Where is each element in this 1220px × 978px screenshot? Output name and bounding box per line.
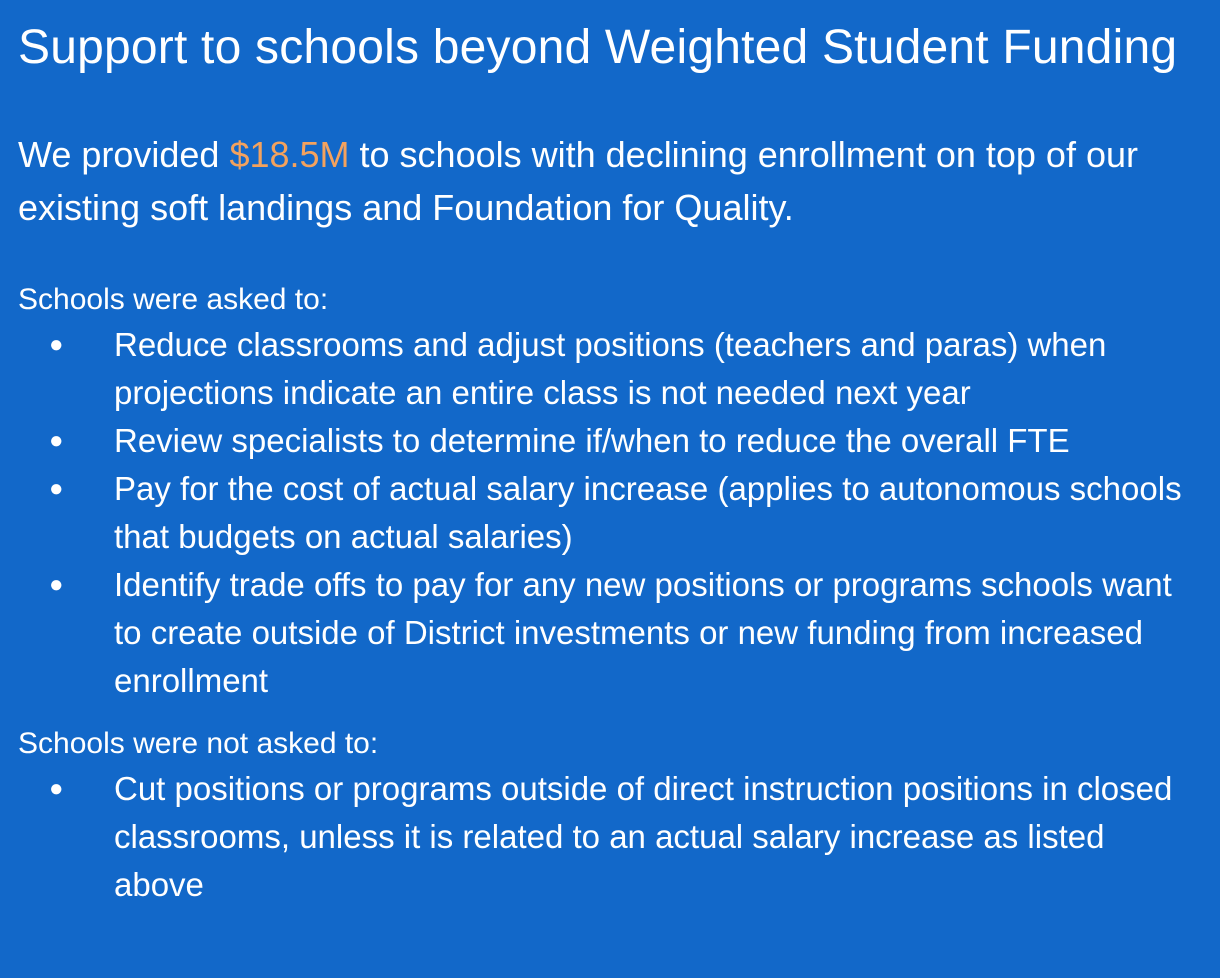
not-asked-item-text: Cut positions or programs outside of direct instruction positions in closed classrooms, unless it is related to an actual salary increase as listed above <box>114 770 1173 903</box>
asked-list-item <box>18 465 1194 561</box>
intro-paragraph <box>18 128 1202 234</box>
asked-list-item <box>18 321 1194 417</box>
asked-list-item <box>18 417 1194 465</box>
asked-heading: Schools were asked to: <box>18 283 329 316</box>
bullet-icon: ● <box>49 427 64 454</box>
not-asked-list-item <box>18 765 1194 909</box>
intro-text-after: to schools with declining enrollment on top of our existing soft landings and Foundation for Quality. <box>18 134 1138 228</box>
bullet-icon: ● <box>49 775 64 802</box>
bullet-icon: ● <box>49 571 64 598</box>
asked-list <box>18 321 1202 705</box>
bullet-icon: ● <box>49 475 64 502</box>
not-asked-heading: Schools were not asked to: <box>18 727 379 760</box>
asked-item-text: Review specialists to determine if/when to reduce the overall FTE <box>114 422 1070 459</box>
not-asked-list <box>18 765 1202 909</box>
slide-title: Support to schools beyond Weighted Student Funding <box>18 21 1178 74</box>
asked-list-item <box>18 561 1194 705</box>
asked-item-text: Pay for the cost of actual salary increase (applies to autonomous schools that budgets on actual salaries) <box>114 470 1182 555</box>
funding-amount: $18.5M <box>229 134 350 175</box>
bullet-icon: ● <box>49 331 64 358</box>
intro-text-before: We provided <box>18 134 230 175</box>
asked-item-text: Reduce classrooms and adjust positions (teachers and paras) when projections indicate an entire class is not needed next year <box>114 326 1107 411</box>
asked-item-text: Identify trade offs to pay for any new positions or programs schools want to create outside of District investments or new funding from increased enrollment <box>114 566 1172 699</box>
